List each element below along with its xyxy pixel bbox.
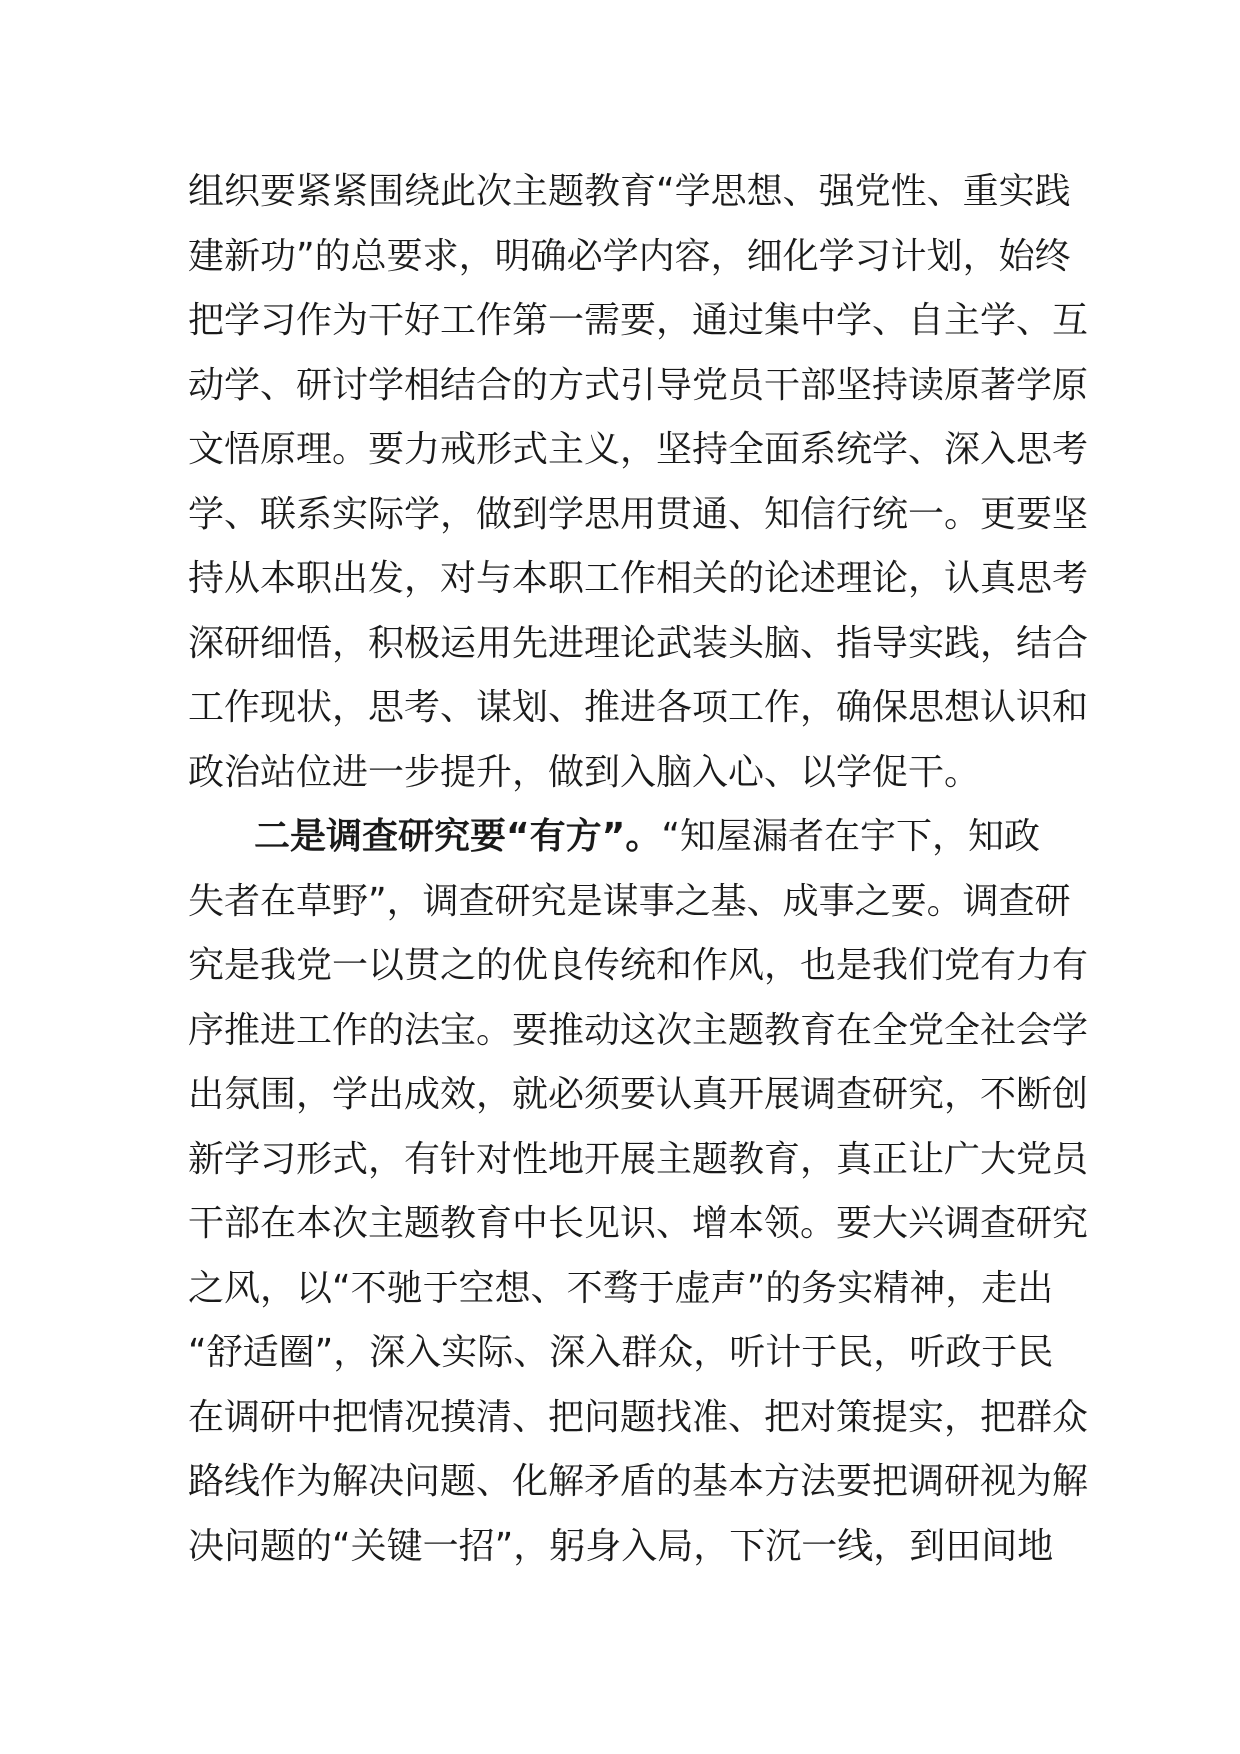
text-line: 持从本职出发，对与本职工作相关的论述理论，认真思考 [188, 558, 1089, 599]
text-line: 动学、研讨学相结合的方式引导党员干部坚持读原著学原 [188, 364, 1089, 406]
section-heading: 二是调查研究要“有方”。 [254, 816, 662, 857]
body-text [188, 160, 1089, 1579]
text-line: 工作现状，思考、谋划、推进各项工作，确保思想认识和 [188, 687, 1089, 728]
text-line: 干部在本次主题教育中长见识、增本领。要大兴调查研究 [188, 1203, 1089, 1244]
text-line: “舒适圈”，深入实际、深入群众，听计于民，听政于民 [188, 1332, 1054, 1373]
paragraph-first-line [188, 805, 1068, 870]
text-run: “知屋漏者在宇下，知政 [661, 816, 1040, 857]
text-line: 学、联系实际学，做到学思用贯通、知信行统一。更要坚 [188, 493, 1089, 535]
text-line: 失者在草野”，调查研究是谋事之基、成事之要。调查研 [188, 880, 1071, 922]
text-line: 把学习作为干好工作第一需要，通过集中学、自主学、互 [188, 300, 1089, 341]
text-line: 新学习形式，有针对性地开展主题教育，真正让广大党员 [188, 1138, 1089, 1180]
text-line: 究是我党一以贯之的优良传统和作风，也是我们党有力有 [188, 945, 1089, 986]
text-line: 深研细悟，积极运用先进理论武装头脑、指导实践，结合 [188, 622, 1089, 664]
text-line: 路线作为解决问题、化解矛盾的基本方法要把调研视为解 [188, 1461, 1089, 1502]
text-line: 序推进工作的法宝。要推动这次主题教育在全党全社会学 [188, 1009, 1089, 1051]
text-line: 之风，以“不驰于空想、不骛于虚声”的务实精神，走出 [188, 1267, 1054, 1309]
text-line: 政治站位进一步提升，做到入脑入心、以学促干。 [188, 751, 981, 793]
text-line: 建新功”的总要求，明确必学内容，细化学习计划，始终 [188, 235, 1071, 277]
text-line: 在调研中把情况摸清、把问题找准、把对策提实，把群众 [188, 1396, 1089, 1438]
text-line: 文悟原理。要力戒形式主义，坚持全面系统学、深入思考 [188, 429, 1089, 470]
text-line: 决问题的“关键一招”，躬身入局，下沉一线，到田间地 [188, 1525, 1054, 1567]
text-line: 出氛围，学出成效，就必须要认真开展调查研究，不断创 [188, 1074, 1089, 1115]
paragraph-1 [188, 160, 1089, 805]
paragraph-2 [188, 805, 1089, 1579]
text-line: 组织要紧紧围绕此次主题教育“学思想、强党性、重实践 [188, 171, 1071, 212]
